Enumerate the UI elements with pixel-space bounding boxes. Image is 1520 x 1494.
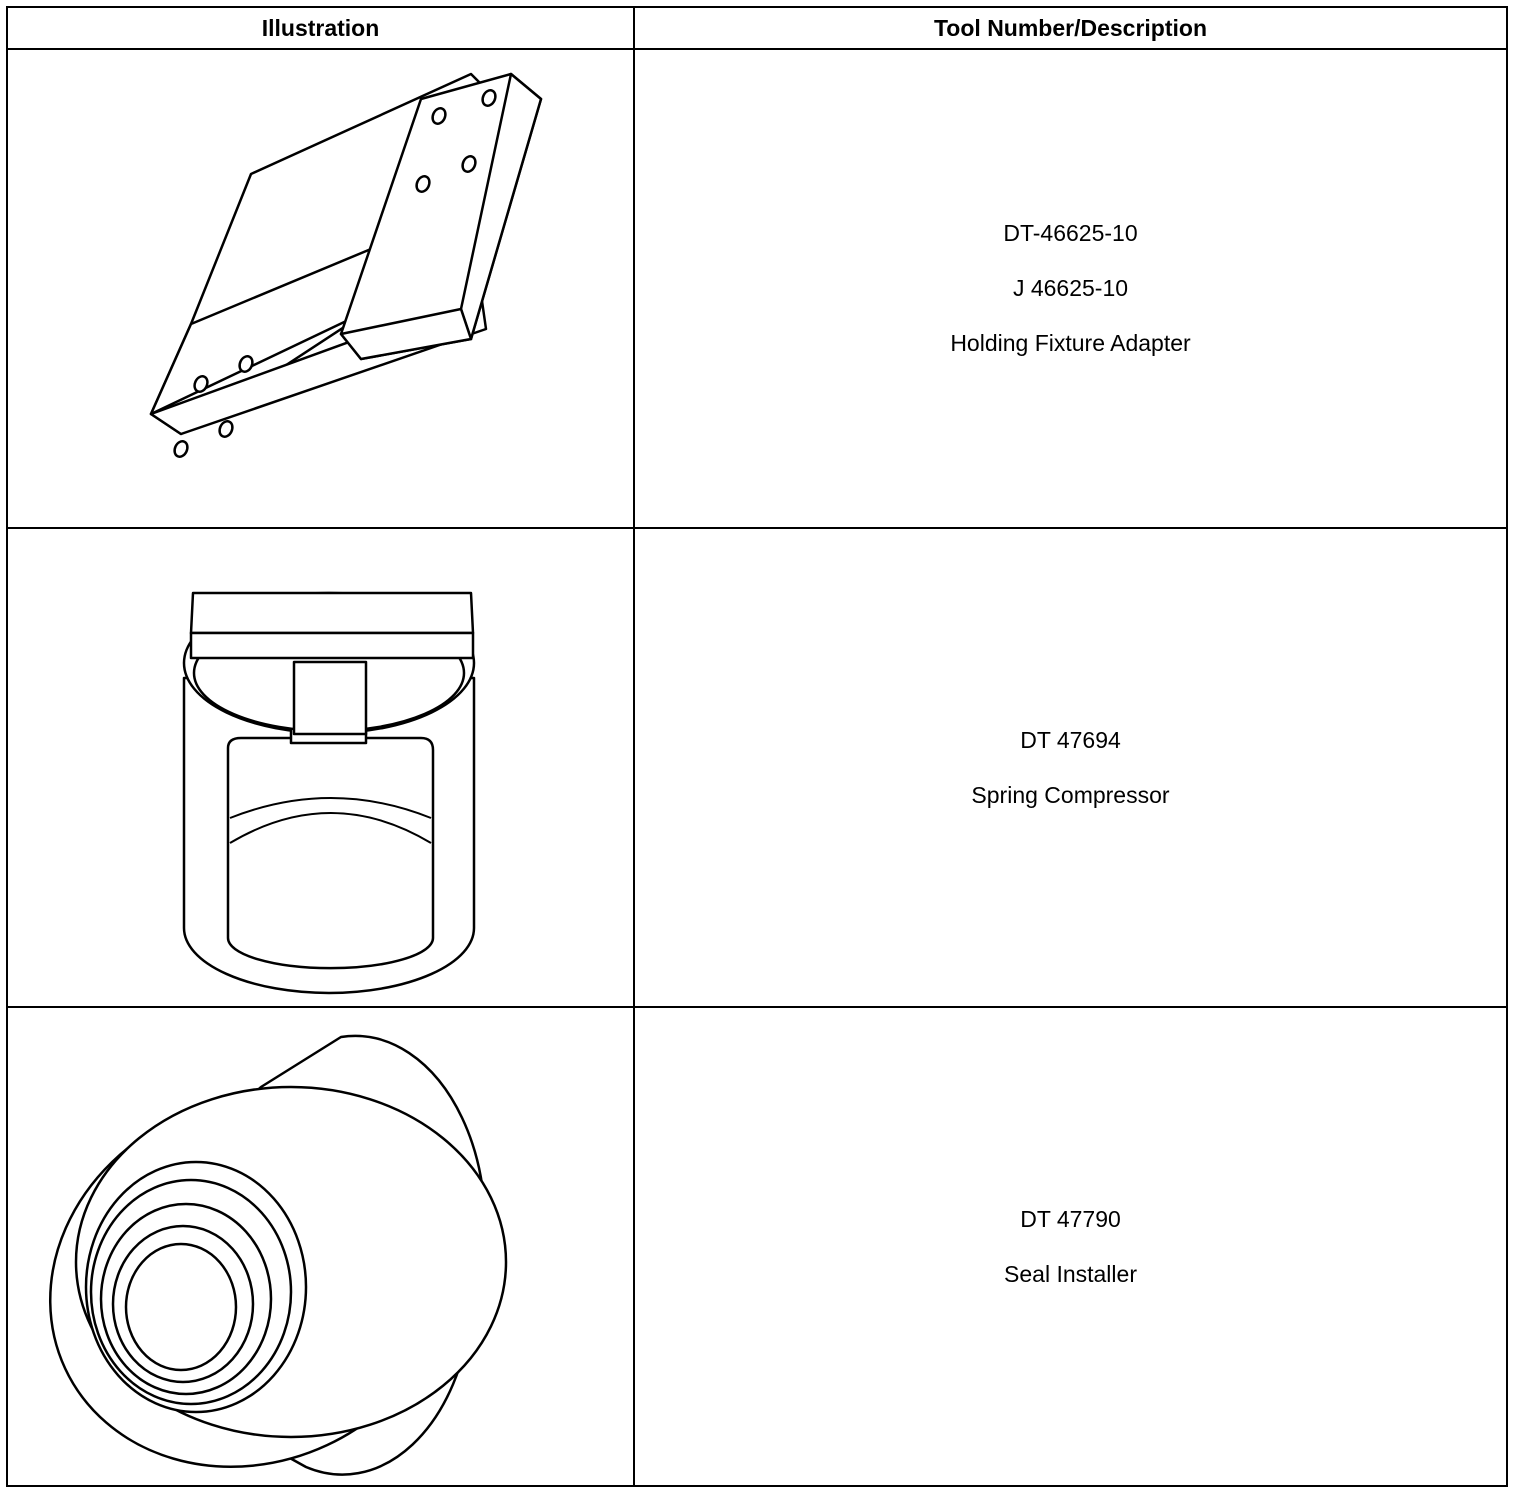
tool-number: DT-46625-10	[1003, 220, 1138, 246]
table-row	[7, 49, 1507, 528]
header-tool-number-description: Tool Number/Description	[634, 7, 1507, 49]
tool-description: Seal Installer	[1004, 1260, 1137, 1287]
header-illustration: Illustration	[7, 7, 634, 49]
tool-number: DT 47694	[1020, 726, 1121, 753]
illustration-cell	[7, 1007, 634, 1486]
illustration-cell	[7, 49, 634, 528]
illustration-cell	[7, 528, 634, 1007]
seal-installer-icon	[41, 1012, 601, 1482]
description-cell	[634, 528, 1507, 1007]
tool-description: Spring Compressor	[971, 781, 1170, 808]
table-header-row	[7, 7, 1507, 49]
spring-compressor-icon	[41, 538, 601, 998]
holding-fixture-adapter-icon	[41, 54, 601, 524]
tool-description: Holding Fixture Adapter	[950, 330, 1191, 356]
tool-number: DT 47790	[1020, 1205, 1121, 1232]
table-row	[7, 1007, 1507, 1486]
description-cell	[634, 1007, 1507, 1486]
table-row	[7, 528, 1507, 1007]
tool-table	[6, 6, 1508, 1487]
description-cell	[634, 49, 1507, 528]
tool-number-alt: J 46625-10	[1012, 275, 1129, 301]
